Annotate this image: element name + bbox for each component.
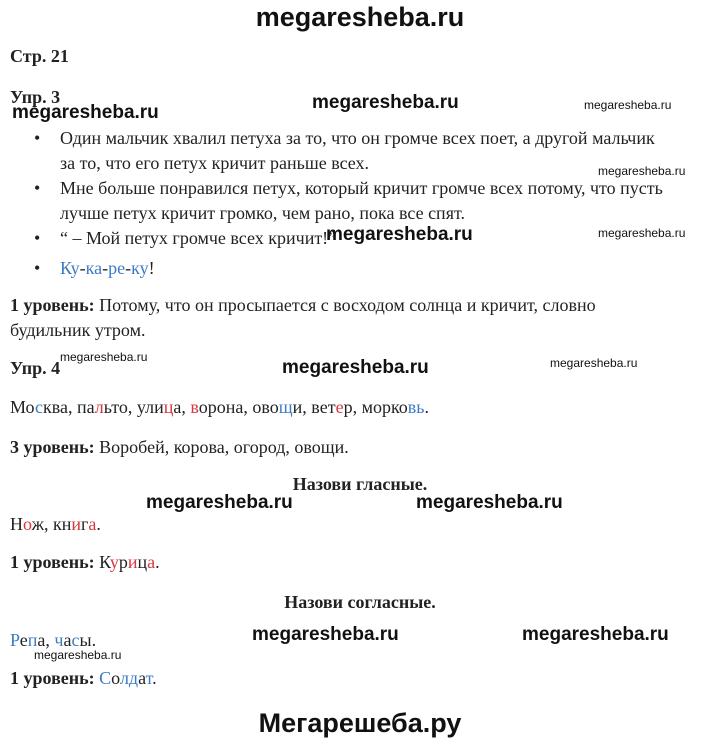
watermark: megaresheba.ru: [12, 102, 159, 123]
watermark: megaresheba.ru: [282, 357, 429, 378]
vowel-mark: в: [190, 397, 199, 417]
vowel-mark: а: [147, 552, 156, 572]
watermark: megaresheba.ru: [584, 98, 672, 112]
ex3-level-line2: будильник утром.: [10, 320, 146, 340]
text-part: ы.: [79, 630, 97, 650]
ex3-level-line1: [10, 293, 596, 318]
consonant-mark: т: [145, 668, 153, 688]
page-label: Стр. 21: [10, 46, 69, 66]
text-part: Н: [10, 514, 23, 534]
level-label: 3 уровень:: [10, 437, 95, 457]
text-part: е: [19, 630, 28, 650]
vowel-mark: л: [94, 397, 104, 417]
watermark: megaresheba.ru: [252, 624, 399, 645]
text-part: ж, кн: [31, 514, 72, 534]
ex3-bullet3: “ – Мой петух громче всех кричит!”: [60, 228, 337, 248]
text-part: о: [111, 668, 120, 688]
level-text: Потому, что он просыпается с восходом солнца и кричит, словно: [94, 295, 596, 315]
ex3-bullet1-line2: за то, что его петух кричит раньше всех.: [60, 153, 370, 173]
text-part: ьто, ули: [103, 397, 164, 417]
consonants-level: [10, 666, 157, 691]
ex4-level3: [10, 435, 349, 460]
consonant-mark: вь: [407, 397, 425, 417]
ex3-bullet2-line2: лучше петух кричит громко, чем рано, пока все спят.: [60, 203, 465, 223]
consonant-mark: Р: [10, 630, 20, 650]
site-title: megaresheba.ru: [255, 2, 465, 32]
text-part: Мо: [10, 397, 36, 417]
syllable: ре: [108, 258, 126, 278]
text-part: .: [424, 397, 430, 417]
text-part: К: [94, 552, 110, 572]
hyphen: -: [125, 258, 132, 278]
watermark: megaresheba.ru: [522, 624, 669, 645]
consonant-mark: лд: [119, 668, 139, 688]
text-part: а: [63, 630, 72, 650]
watermark: megaresheba.ru: [60, 350, 148, 364]
text-part: а,: [173, 397, 191, 417]
vowel-mark: о: [23, 514, 32, 534]
text-part: р, морко: [343, 397, 408, 417]
watermark: megaresheba.ru: [416, 492, 563, 513]
vowel-mark: у: [109, 552, 119, 572]
consonant-mark: ч: [54, 630, 64, 650]
text-part: ква, па: [43, 397, 95, 417]
text-part: .: [96, 514, 101, 534]
watermark: megaresheba.ru: [598, 164, 686, 178]
text-part: р: [118, 552, 128, 572]
watermark: megaresheba.ru: [598, 226, 686, 240]
ex4-words: [10, 395, 429, 420]
consonant-mark: с: [35, 397, 44, 417]
level-label: 1 уровень:: [10, 668, 95, 688]
text-part: г: [81, 514, 89, 534]
vowels-words: [10, 512, 101, 537]
watermark: megaresheba.ru: [550, 356, 638, 370]
level-label: 1 уровень:: [10, 552, 95, 572]
ex3-bullet1-line1: Один мальчик хвалил петуха за то, что он громче всех поет, а другой мальчик: [60, 128, 655, 148]
vowels-level: [10, 550, 160, 575]
bullet-4-icon: •: [34, 258, 41, 278]
text-part: а,: [37, 630, 55, 650]
consonant-mark: щ: [278, 397, 293, 417]
bullet-3-icon: •: [34, 228, 41, 248]
text-part: .: [152, 668, 157, 688]
hyphen: -: [102, 258, 109, 278]
vowel-mark: ц: [163, 397, 174, 417]
hyphen: -: [79, 258, 86, 278]
watermark: megaresheba.ru: [146, 492, 293, 513]
watermark: megaresheba.ru: [312, 92, 459, 113]
consonant-mark: с: [71, 630, 80, 650]
vowel-mark: и: [71, 514, 82, 534]
vowels-heading: Назови гласные.: [292, 474, 428, 494]
consonant-mark: п: [27, 630, 38, 650]
consonants-heading: Назови согласные.: [284, 592, 436, 612]
text-part: орона, ово: [198, 397, 279, 417]
syllable: Ку: [60, 258, 80, 278]
level-text: Воробей, корова, огород, овощи.: [94, 437, 349, 457]
level-label: 1 уровень:: [10, 295, 95, 315]
footer-title: Мегарешеба.ру: [258, 708, 462, 738]
bullet-1-icon: •: [34, 128, 41, 148]
text-part: и, вет: [292, 397, 336, 417]
ex4-heading: Упр. 4: [10, 358, 61, 378]
vowel-mark: а: [88, 514, 97, 534]
exclamation: !: [148, 258, 155, 278]
text-part: .: [155, 552, 160, 572]
ex3-bullet2-line1: Мне больше понравился петух, который кричит громче всех потому, что пусть: [60, 178, 663, 198]
consonant-mark: С: [99, 668, 112, 688]
text-part: а: [138, 668, 146, 688]
text-part: ц: [137, 552, 148, 572]
vowel-mark: е: [335, 397, 344, 417]
watermark: megaresheba.ru: [34, 648, 122, 662]
syllable: ка: [85, 258, 103, 278]
ex3-bullet4: [60, 256, 155, 281]
ex3-heading: Упр. 3: [10, 87, 61, 107]
vowel-mark: и: [127, 552, 138, 572]
bullet-2-icon: •: [34, 178, 41, 198]
syllable: ку: [131, 258, 149, 278]
watermark: megaresheba.ru: [326, 224, 473, 245]
